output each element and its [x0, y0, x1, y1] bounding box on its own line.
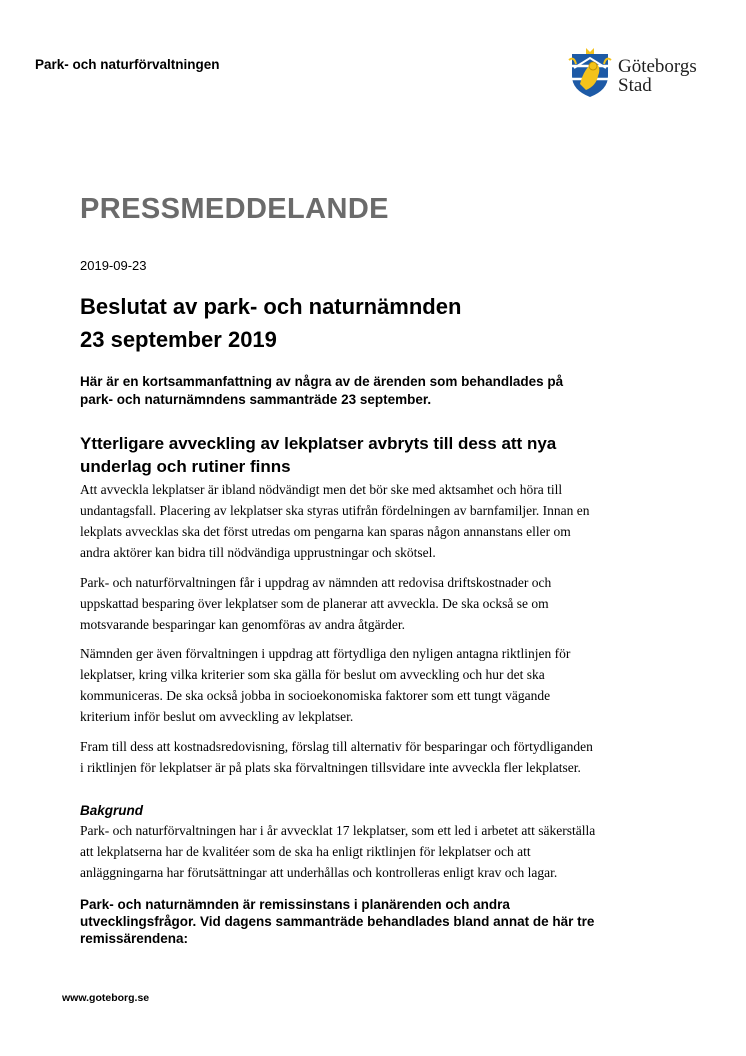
paragraph-line: lekplats avvecklas ska det först utredas om pengarna kan sparas någon annanstans eller om	[80, 524, 571, 539]
lead-line: Här är en kortsammanfattning av några av de ärenden som behandlades på	[80, 374, 564, 389]
paragraph-line: uppskattad besparing över lekplatser som de planerar att avveckla. De ska också se om	[80, 596, 549, 611]
remiss-line: utvecklingsfrågor. Vid dagens sammanträde behandlades bland annat de här tre	[80, 914, 595, 929]
paragraph-line: Park- och naturförvaltningen har i år avvecklat 17 lekplatser, som ett led i arbetet att säkerställa	[80, 823, 596, 838]
logo-text-line2: Stad	[618, 75, 652, 96]
section-heading-line: Ytterligare avveckling av lekplatser avbryts till dess att nya	[80, 434, 557, 453]
goteborg-coat-of-arms-logo	[566, 46, 614, 98]
paragraph-line: motsvarande besparingar kan genomföras av andra åtgärder.	[80, 617, 405, 632]
publication-date: 2019-09-23	[80, 258, 147, 273]
logo-text-line1: Göteborgs	[618, 56, 697, 77]
paragraph-line: Att avveckla lekplatser är ibland nödvändigt men det bör ske med aktsamhet och höra till	[80, 482, 563, 497]
background-paragraph	[80, 820, 680, 883]
section-heading-line: underlag och rutiner finns	[80, 457, 291, 476]
remiss-paragraph	[80, 896, 680, 947]
paragraph-line: undantagsfall. Placering av lekplatser ska styras utifrån fördelningen av barnfamiljer. Innan en	[80, 503, 590, 518]
background-heading: Bakgrund	[80, 803, 144, 818]
paragraph-line: Nämnden ger även förvaltningen i uppdrag att förtydliga den nyligen antagna riktlinjen för	[80, 646, 571, 661]
remiss-line: remissärendena:	[80, 931, 189, 946]
body-paragraph	[80, 479, 680, 563]
body-paragraph	[80, 643, 680, 727]
section-heading	[80, 432, 680, 478]
paragraph-line: Park- och naturförvaltningen får i uppdrag av nämnden att redovisa driftskostnader och	[80, 575, 552, 590]
footer-website-link[interactable]: www.goteborg.se	[62, 992, 150, 1004]
paragraph-line: Fram till dess att kostnadsredovisning, förslag till alternativ för besparingar och förtydliganden	[80, 739, 593, 754]
body-paragraph	[80, 736, 680, 778]
paragraph-line: andra aktörer kan bidra till nödvändiga upprustningar och skötsel.	[80, 545, 436, 560]
lead-paragraph	[80, 373, 680, 409]
lead-line: park- och naturnämndens sammanträde 23 september.	[80, 392, 432, 407]
title-line: 23 september 2019	[80, 327, 277, 352]
remiss-line: Park- och naturnämnden är remissinstans i planärenden och andra	[80, 897, 510, 912]
organization-name: Park- och naturförvaltningen	[35, 57, 220, 72]
paragraph-line: att lekplatserna har de kvalitéer som de ska ha enligt riktlinjen för lekplatser och att	[80, 844, 531, 859]
title-line: Beslutat av park- och naturnämnden	[80, 294, 462, 319]
paragraph-line: kommuniceras. De ska också jobba in socioekonomiska faktorer som ett tungt vägande	[80, 688, 551, 703]
body-paragraph	[80, 572, 680, 635]
paragraph-line: anläggningarna har förutsättningar att underhållas och kontrolleras enligt krav och lagar.	[80, 865, 558, 880]
document-type-label: PRESSMEDDELANDE	[80, 193, 389, 225]
press-release-title	[80, 290, 680, 356]
goteborgs-stad-logo[interactable]	[566, 46, 716, 98]
paragraph-line: lekplatser, kring vilka kriterier som ska gälla för beslut om avveckling och hur det ska	[80, 667, 545, 682]
paragraph-line: i riktlinjen för lekplatser är på plats ska förvaltningen tillsvidare inte avveckla fler lekplatser.	[80, 760, 581, 775]
paragraph-line: kriterium inför beslut om avveckling av lekplatser.	[80, 709, 354, 724]
